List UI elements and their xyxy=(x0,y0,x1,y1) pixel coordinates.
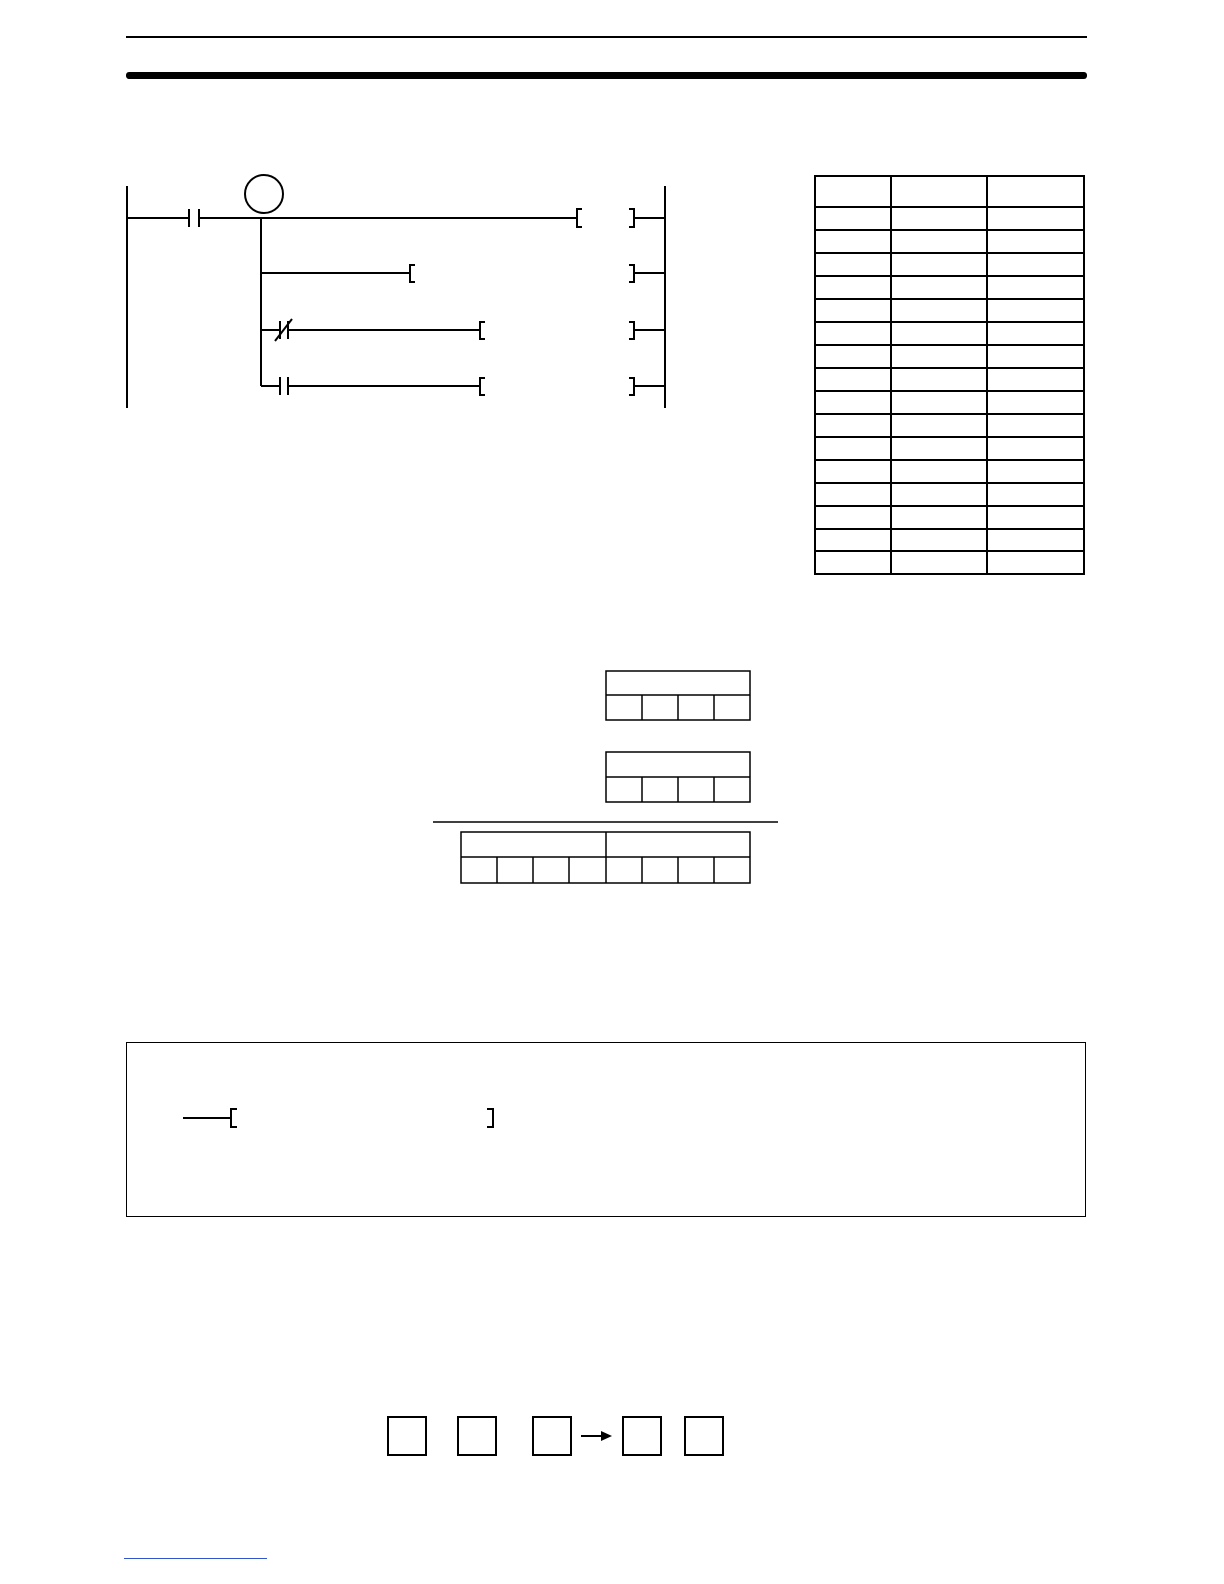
key-2[interactable] xyxy=(457,1416,497,1456)
key-5[interactable] xyxy=(684,1416,724,1456)
diff-marker-circle xyxy=(245,175,283,213)
ladder-rung-4 xyxy=(261,377,665,395)
ladder-rung-1 xyxy=(127,209,665,227)
operand-register-2 xyxy=(606,752,750,802)
instruction-box xyxy=(126,1042,1086,1217)
key-4[interactable] xyxy=(622,1416,662,1456)
instruction-open-bracket xyxy=(577,209,582,227)
arrow-head xyxy=(601,1431,612,1441)
operand-register-1 xyxy=(606,671,750,720)
ladder-rung-3 xyxy=(261,319,665,341)
addition-diagram xyxy=(433,671,778,883)
instruction-close-bracket xyxy=(629,209,634,227)
key-1[interactable] xyxy=(387,1416,427,1456)
footer-link[interactable] xyxy=(124,1558,267,1559)
lookup-table xyxy=(815,176,1084,574)
ladder-rung-2 xyxy=(261,265,665,282)
result-register xyxy=(461,832,750,883)
ladder-diagram xyxy=(127,175,665,408)
key-3[interactable] xyxy=(532,1416,572,1456)
